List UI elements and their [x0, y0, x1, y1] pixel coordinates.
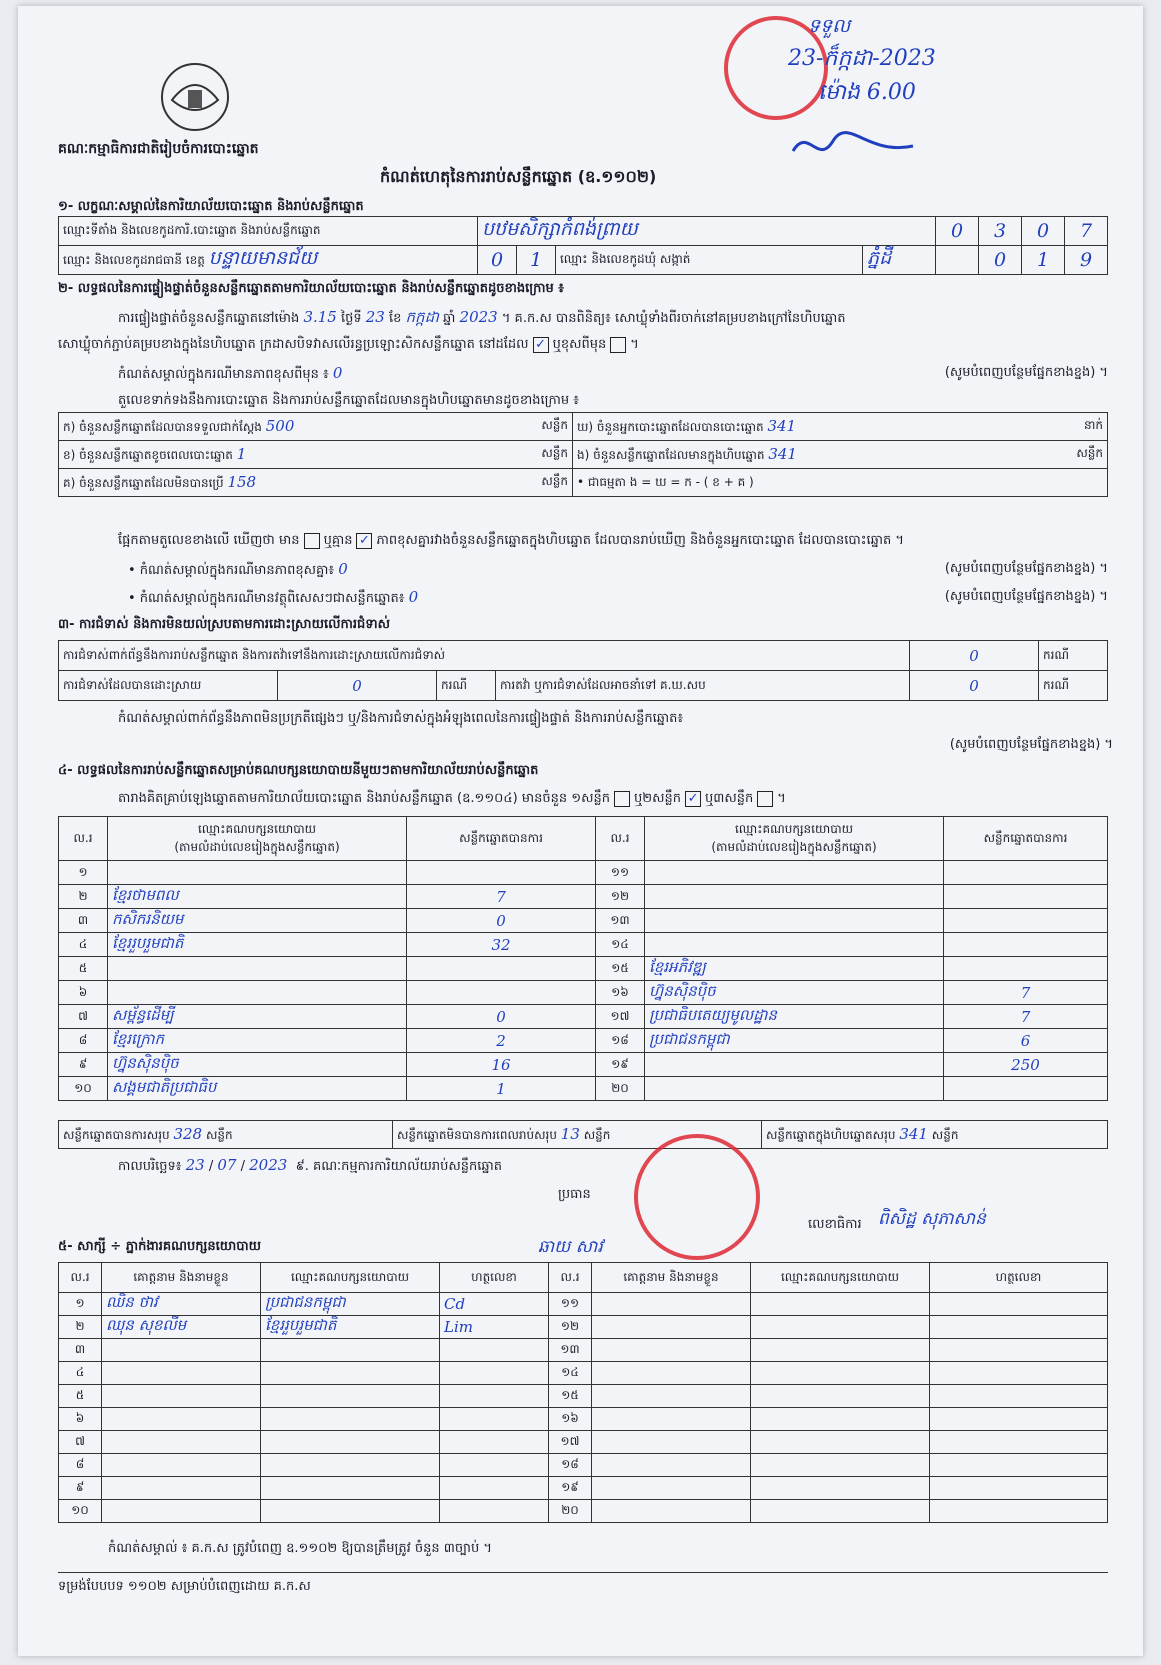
witness-signature [930, 1431, 1108, 1454]
valid-votes: 2 [407, 1029, 596, 1053]
office-code-3: 0 [1022, 217, 1065, 246]
tally-sheet-line: តារាងគិតគ្រាប់ឡេងឆ្នោតតាមការិយាល័យបោះឆ្នោត និងរាប់សន្លឹកឆ្នោត (ឧ.១១០៤) មានចំនួន ១សន្លឹក ឬ២សន្លឹក ✓ ឬ៣សន្លឹក ។ [118, 790, 786, 806]
results-row [59, 1053, 1108, 1077]
irregularity-note: កំណត់សម្គាល់ពាក់ព័ន្ធនឹងភាពមិនប្រក្រតីផ្សេងៗ ឬ/និងការជំទាស់ក្នុងអំឡុងពេលនៃការផ្ទៀងផ្ទាត់ និងការរាប់សន្លឹកឆ្នោត៖ [118, 711, 684, 726]
witness-name [592, 1477, 751, 1500]
party-name [645, 933, 944, 957]
row-number: ១៤ [596, 933, 645, 957]
row-number: ៣ [59, 1339, 102, 1362]
row-number: ១៧ [549, 1431, 592, 1454]
row-number: ៨ [59, 1029, 108, 1053]
date-line: កាលបរិច្ឆេទ៖ 23 / 07 / 2023 ៩. គណៈកម្មការការិយាល័យរាប់សន្លឹកឆ្នោត [118, 1156, 503, 1174]
section3-title: ៣- ការជំទាស់ និងការមិនយល់ស្របតាមការដោះស្រាយលើការជំទាស់ [58, 617, 390, 632]
witness-signature [930, 1339, 1108, 1362]
party-name [108, 957, 407, 981]
witness-signature [930, 1408, 1108, 1431]
results-row [59, 1077, 1108, 1101]
party-name [108, 981, 407, 1005]
witness-party: ខ្មែររួបរួមជាតិ [261, 1316, 440, 1339]
resolved-label: ការជំទាស់ដែលបានដោះស្រាយ [59, 671, 278, 701]
section1-title: ១- លក្ខណៈសម្គាល់នៃការិយាល័យបោះឆ្នោត និងរាប់សន្លឹកឆ្នោត [58, 199, 364, 214]
witness-signature [440, 1408, 549, 1431]
party-name: សង្គមជាតិប្រជាធិប [108, 1077, 407, 1101]
witness-name [102, 1431, 261, 1454]
irregularity-fill-more: (សូមបំពេញបន្ថែមផ្នែកខាងខ្នង) ។ [949, 737, 1113, 752]
row-number: ៤ [59, 933, 108, 957]
valid-votes [407, 981, 596, 1005]
secretary-label: លេខាធិការ [808, 1217, 862, 1232]
section5-title: ៥- សាក្សី ÷ ភ្នាក់ងារគណបក្សនយោបាយ [58, 1239, 261, 1254]
witness-party [751, 1454, 930, 1477]
witness-signature [930, 1316, 1108, 1339]
valid-votes: 6 [944, 1029, 1108, 1053]
document-page [18, 6, 1143, 1656]
row-number: ១៣ [596, 909, 645, 933]
valid-votes: 250 [944, 1053, 1108, 1077]
results-table: ល.រ ឈ្មោះគណបក្សនយោបាយ (តាមលំដាប់លេខរៀងក្នុងសន្លឹកឆ្នោត) សន្លឹកឆ្នោតបានការ ល.រ ឈ្មោះគណបក្សនយោបាយ (តាមលំដាប់លេខរៀងក្នុងសន្លឹកឆ្នោត) សន្លឹកឆ្នោតបានការ ១ ១១ ២ ខ្មែរថាមពល 7 ១២ ៣ កសិករនិយម 0 ១៣ ៤ ខ្មែររួបរួមជាតិ 32 ១៤ ៥ ១៥ ខ្មែរអភិវឌ្ឍ ៦ ១៦ ហ្វ៊ុនស៊ិនប៉ិច 7 ៧ សម្ព័ន្ធដើម្បី 0 ១៧ ប្រជាធិបតេយ្យមូលដ្ឋាន 7 ៨ ខ្មែរក្រោក 2 ១៨ ប្រជាជនកម្ពុជា 6 ៩ ហ្វ៊ុនស៊ិនប៉ិច 16 ១៩ 250 ១០ សង្គមជាតិប្រជាធិប 1 ២០ [58, 816, 1108, 1101]
row-number: ៣ [59, 909, 108, 933]
witness-row [59, 1477, 1108, 1500]
difference-check-line: ផ្អែកតាមតួលេខខាងលើ ឃើញថា មាន ឬគ្មាន ✓ ភាពខុសគ្នារវាងចំនួនសន្លឹកឆ្នោតក្នុងហិបឆ្នោត ដែលបានរាប់ឃើញ និងចំនួនអ្នកបោះឆ្នោត ដែលបានបោះឆ្នោត ។ [118, 532, 904, 548]
party-name [645, 1077, 944, 1101]
valid-votes: 1 [407, 1077, 596, 1101]
witness-party [751, 1500, 930, 1523]
witness-party [751, 1477, 930, 1500]
appeal-value: 0 [910, 671, 1039, 701]
two-sheet-checkbox[interactable]: ✓ [685, 791, 701, 807]
row-number: ៦ [59, 981, 108, 1005]
party-name [645, 1053, 944, 1077]
row-number: ១៣ [549, 1339, 592, 1362]
witness-signature [440, 1431, 549, 1454]
section4-title: ៤- លទ្ធផលនៃការរាប់សន្លឹកឆ្នោតសម្រាប់គណបក្សនយោបាយនីមួយៗតាមការិយាល័យរាប់សន្លឹកឆ្នោត [58, 763, 539, 778]
witness-table: ល.រ គោត្តនាម និងនាមខ្លួន ឈ្មោះគណបក្សនយោបាយ ហត្ថលេខា ល.រ គោត្តនាម និងនាមខ្លួន ឈ្មោះគណបក្សនយោបាយ ហត្ថលេខា ១ ឈិន ថាវ ប្រជាជនកម្ពុជា Cd ១១ ២ ឈុន សុខលីម ខ្មែររួបរួមជាតិ Lim ១២ ៣ ១៣ ៤ ១៤ ៥ ១៥ ៦ ១៦ ៧ ១៧ ៨ ១៨ ៩ ១៩ ១០ ២០ [58, 1262, 1108, 1523]
party-name: ខ្មែររួបរួមជាតិ [108, 933, 407, 957]
party-name: ខ្មែរថាមពល [108, 885, 407, 909]
witness-row [59, 1454, 1108, 1477]
province-label: ឈ្មោះ និងលេខកូដរាជធានី ខេត្ត [63, 253, 205, 267]
complaints-value: 0 [910, 641, 1039, 671]
results-row [59, 1005, 1108, 1029]
row-number: ១១ [549, 1293, 592, 1316]
witness-row [59, 1293, 1108, 1316]
party-name [108, 861, 407, 885]
witness-name [102, 1339, 261, 1362]
witness-signature [930, 1293, 1108, 1316]
witness-name [102, 1362, 261, 1385]
party-name [645, 909, 944, 933]
complaints-label: ការជំទាស់ពាក់ព័ន្ធនឹងការរាប់សន្លឹកឆ្នោត និងការតវ៉ាទៅនឹងការដោះស្រាយលើការជំទាស់ [59, 641, 910, 671]
witness-signature [440, 1385, 549, 1408]
date-month: 07 [217, 1156, 237, 1174]
witness-signature [930, 1477, 1108, 1500]
valid-votes: 7 [944, 1005, 1108, 1029]
row-number: ១៥ [596, 957, 645, 981]
witness-party [261, 1500, 440, 1523]
results-row [59, 981, 1108, 1005]
form-title: កំណត់ហេតុនៃការរាប់សន្លឹកឆ្នោត (ឧ.១១០២) [380, 167, 657, 186]
office-value: បឋមសិក្សាកំពង់ព្រាយ [482, 218, 638, 240]
three-sheet-checkbox[interactable] [757, 791, 773, 807]
office-stamp [634, 1134, 760, 1260]
row-number: ១០ [59, 1077, 108, 1101]
row-number: ៤ [59, 1362, 102, 1385]
witness-row [59, 1431, 1108, 1454]
witness-name [102, 1477, 261, 1500]
witness-party [261, 1362, 440, 1385]
province-value: បន្ទាយមានជ័យ [208, 247, 318, 269]
party-name: សម្ព័ន្ធដើម្បី [108, 1005, 407, 1029]
witness-name [592, 1408, 751, 1431]
witness-row [59, 1339, 1108, 1362]
row-number: ២០ [549, 1500, 592, 1523]
valid-votes [944, 1077, 1108, 1101]
row-number: ៩ [59, 1053, 108, 1077]
witness-party: ប្រជាជនកម្ពុជា [261, 1293, 440, 1316]
row-number: ១២ [596, 885, 645, 909]
verification-year: 2023 [459, 308, 498, 326]
witness-party [751, 1408, 930, 1431]
invalid-total: 13 [560, 1124, 580, 1143]
commune-label: ឈ្មោះ និងលេខកូដឃុំ សង្កាត់ [556, 246, 863, 275]
row-number: ៦ [59, 1408, 102, 1431]
witness-signature [440, 1362, 549, 1385]
figures-intro: តួលេខទាក់ទងនឹងការបោះឆ្នោត និងការរាប់សន្លឹកឆ្នោតដែលមានក្នុងហិបឆ្នោតមានដូចខាងក្រោម ៖ [118, 393, 579, 408]
stamp-date: 23-ក៏ក្កដា-2023 [788, 46, 936, 71]
row-number: ១៨ [549, 1454, 592, 1477]
witness-row [59, 1408, 1108, 1431]
province-code-1: 0 [478, 246, 517, 275]
date-year: 2023 [249, 1156, 288, 1174]
row-number: ១ [59, 1293, 102, 1316]
row-number: ១៥ [549, 1385, 592, 1408]
row-number: ៨ [59, 1454, 102, 1477]
witness-party [751, 1431, 930, 1454]
stamp-signature [788, 126, 918, 166]
row-number: ១៩ [549, 1477, 592, 1500]
party-name [645, 861, 944, 885]
verification-day: 23 [365, 308, 385, 326]
row-number: ២០ [596, 1077, 645, 1101]
results-row [59, 933, 1108, 957]
changed-checkbox[interactable] [610, 337, 626, 353]
witness-name [592, 1431, 751, 1454]
office-code-1: 0 [936, 217, 979, 246]
stamp-received-note: ទទួល [808, 15, 851, 37]
difference-note-line: • កំណត់សម្គាល់ក្នុងករណីមានភាពខុសគ្នា៖ 0 (សូមបំពេញបន្ថែមផ្នែកខាងខ្នង) ។ [128, 560, 1108, 578]
party-name: ហ្វ៊ុនស៊ិនប៉ិច [108, 1053, 407, 1077]
valid-votes [944, 957, 1108, 981]
valid-votes: 7 [407, 885, 596, 909]
witness-name [592, 1293, 751, 1316]
office-label: ឈ្មោះទីតាំង និងលេខកូដការិ.បោះឆ្នោត និងរាប់សន្លឹកឆ្នោត [59, 217, 478, 246]
witness-party [261, 1431, 440, 1454]
verification-time: 3.15 [303, 308, 337, 326]
party-name: ខ្មែរអភិវឌ្ឍ [645, 957, 944, 981]
party-name: ខ្មែរក្រោក [108, 1029, 407, 1053]
witness-row [59, 1362, 1108, 1385]
witness-party [751, 1293, 930, 1316]
difference-note-value: 0 [338, 560, 348, 578]
valid-votes: 0 [407, 909, 596, 933]
witness-name [102, 1408, 261, 1431]
valid-votes [944, 885, 1108, 909]
valid-votes: 32 [407, 933, 596, 957]
row-number: ១៨ [596, 1029, 645, 1053]
witness-party [751, 1339, 930, 1362]
verification-month: កក្កដា [405, 308, 439, 326]
row-number: ៩ [59, 1477, 102, 1500]
unchanged-checkbox[interactable]: ✓ [533, 337, 549, 353]
commune-code-1: 0 [979, 246, 1022, 275]
witness-name [592, 1500, 751, 1523]
witness-signature: Cd [440, 1293, 549, 1316]
witness-party [261, 1477, 440, 1500]
witness-signature [930, 1500, 1108, 1523]
row-number: ១ [59, 861, 108, 885]
witness-party [261, 1454, 440, 1477]
resolved-value: 0 [278, 671, 437, 701]
row-number: ១៦ [596, 981, 645, 1005]
formula-note: • ជាធម្មតា ង = ឃ = ក - ( ខ + គ ) [573, 469, 1108, 497]
witness-name [592, 1362, 751, 1385]
witness-name [592, 1385, 751, 1408]
witness-party [751, 1316, 930, 1339]
valid-votes [944, 933, 1108, 957]
date-day: 23 [185, 1156, 205, 1174]
footer-divider [58, 1572, 1108, 1573]
nec-emblem-icon [158, 60, 232, 134]
seal-note-line: កំណត់សម្គាល់ក្នុងករណីមានភាពខុសពីមុន ៖ 0 (សូមបំពេញបន្ថែមផ្នែកខាងខ្នង) ។ [118, 364, 1108, 382]
witness-signature: Lim [440, 1316, 549, 1339]
row-number: ២ [59, 885, 108, 909]
stamp-time: ម៉ោង 6.00 [818, 80, 916, 105]
row-number: ១១ [596, 861, 645, 885]
row-number: ៥ [59, 957, 108, 981]
seal-note-value: 0 [332, 364, 343, 382]
ballots-spoiled: 1 [236, 444, 247, 463]
witness-signature [930, 1454, 1108, 1477]
complaints-table: ការជំទាស់ពាក់ព័ន្ធនឹងការរាប់សន្លឹកឆ្នោត និងការតវ៉ាទៅនឹងការដោះស្រាយលើការជំទាស់ 0 ករណី ការជំទាស់ដែលបានដោះស្រាយ 0 ករណី ការតវ៉ា ឬការជំទាស់ដែលអាចនាំទៅ គ.ឃ.សប 0 ករណី [58, 640, 1108, 701]
no-difference-checkbox[interactable]: ✓ [356, 533, 372, 549]
valid-total: 328 [173, 1124, 203, 1143]
one-sheet-checkbox[interactable] [614, 791, 630, 807]
row-number: ៧ [59, 1005, 108, 1029]
commune-code-3: 9 [1065, 246, 1108, 275]
valid-votes: 16 [407, 1053, 596, 1077]
witness-party [261, 1408, 440, 1431]
office-code-2: 3 [979, 217, 1022, 246]
appeal-label: ការតវ៉ា ឬការជំទាស់ដែលអាចនាំទៅ គ.ឃ.សប [496, 671, 910, 701]
row-number: ១៧ [596, 1005, 645, 1029]
party-name: ប្រជាធិបតេយ្យមូលដ្ឋាន [645, 1005, 944, 1029]
row-number: ៥ [59, 1385, 102, 1408]
witness-signature [930, 1362, 1108, 1385]
row-number: ១៤ [549, 1362, 592, 1385]
witness-signature [930, 1385, 1108, 1408]
committee-name: គណៈកម្មាធិការជាតិរៀបចំការបោះឆ្នោត [58, 141, 259, 157]
row-number: ១៦ [549, 1408, 592, 1431]
row-number: ១០ [59, 1500, 102, 1523]
results-row [59, 909, 1108, 933]
verification-line-1: ការផ្ទៀងផ្ទាត់ចំនួនសន្លឹកឆ្នោតនៅម៉ោង 3.15 ថ្ងៃទី 23 ខែ កក្កដា ឆ្នាំ 2023 ។ គ.ក.ស បានពិនិត្យ៖ សោឃ្លុំទាំងពីរចាក់នៅគម្របខាងក្រៅនៃហិបឆ្នោត [118, 308, 846, 326]
witness-name: ឈុន សុខលីម [102, 1316, 261, 1339]
valid-votes: 7 [944, 981, 1108, 1005]
witness-name [592, 1454, 751, 1477]
party-name: កសិករនិយម [108, 909, 407, 933]
witness-row [59, 1500, 1108, 1523]
has-difference-checkbox[interactable] [304, 533, 320, 549]
office-code-4: 7 [1065, 217, 1108, 246]
witness-signature [440, 1339, 549, 1362]
section2-title: ២- លទ្ធផលនៃការផ្ទៀងផ្ទាត់ចំនួនសន្លឹកឆ្នោតតាមការិយាល័យបោះឆ្នោត និងរាប់សន្លឹកឆ្នោតដូចខាងក្រោម ៖ [58, 281, 564, 296]
chair-name: ឆាយ សាវ [538, 1237, 603, 1257]
row-number: ៧ [59, 1431, 102, 1454]
ballots-unused: 158 [227, 472, 257, 491]
special-items-value: 0 [408, 588, 419, 606]
results-row [59, 1029, 1108, 1053]
party-name: ហ្វ៊ុនស៊ិនប៉ិច [645, 981, 944, 1005]
commune-code-2: 1 [1022, 246, 1065, 275]
party-name [645, 885, 944, 909]
box-total: 341 [899, 1124, 928, 1143]
province-code-2: 1 [517, 246, 556, 275]
witness-name: ឈិន ថាវ [102, 1293, 261, 1316]
commune-value: ភ្នំដី [867, 247, 892, 269]
valid-votes [407, 861, 596, 885]
valid-votes [407, 957, 596, 981]
witness-name [102, 1385, 261, 1408]
results-row [59, 861, 1108, 885]
chair-label: ប្រធាន [558, 1187, 591, 1202]
valid-votes [944, 909, 1108, 933]
figures-table: ក) ចំនួនសន្លឹកឆ្នោតដែលបានទទួលជាក់ស្តែង 500 សន្លឹក ឃ) ចំនួនអ្នកបោះឆ្នោតដែលបានបោះឆ្នោត 341 នាក់ ខ) ចំនួនសន្លឹកឆ្នោតខូចពេលបោះឆ្នោត 1 សន្លឹក ង) ចំនួនសន្លឹកឆ្នោតដែលមានក្នុងហិបឆ្នោត 341 សន្លឹក គ) ចំនួនសន្លឹកឆ្នោតដែលមិនបានប្រើ 158 សន្លឹក • ជាធម្មតា ង = ឃ = ក - ( ខ + គ ) [58, 412, 1108, 497]
witness-party [751, 1362, 930, 1385]
witness-name [102, 1500, 261, 1523]
verification-line-2: សោឃ្លុំចាក់ភ្ជាប់គម្របខាងក្នុងនៃហិបឆ្នោត ក្រដាសបិទវាសលើរន្ធប្រឡោះសិកសន្លឹកឆ្នោត នៅដដែល ✓ ឬខុសពីមុន ។ [58, 336, 639, 352]
section1-table [58, 216, 1108, 275]
witness-name [592, 1339, 751, 1362]
row-number: ១៩ [596, 1053, 645, 1077]
witness-name [102, 1454, 261, 1477]
special-items-line: • កំណត់សម្គាល់ក្នុងករណីមានវត្ថុពិសេសៗជាសន្លឹកឆ្នោត៖ 0 (សូមបំពេញបន្ថែមផ្នែកខាងខ្នង) ។ [128, 588, 1108, 606]
witness-party [261, 1339, 440, 1362]
results-row [59, 885, 1108, 909]
ballots-received: 500 [265, 416, 295, 435]
witness-signature [440, 1500, 549, 1523]
witness-signature [440, 1454, 549, 1477]
row-number: ១២ [549, 1316, 592, 1339]
voters-voted: 341 [767, 416, 797, 435]
ballots-in-box: 341 [768, 444, 797, 463]
secretary-name: ពិសិដ្ឋ សុភាសាន់ [878, 1209, 986, 1229]
valid-votes: 0 [407, 1005, 596, 1029]
valid-votes [944, 861, 1108, 885]
witness-name [592, 1316, 751, 1339]
witness-row [59, 1385, 1108, 1408]
row-number: ២ [59, 1316, 102, 1339]
results-totals: សន្លឹកឆ្នោតបានការសរុប 328 សន្លឹក សន្លឹកឆ្នោតមិនបានការពេលរាប់សរុប 13 សន្លឹក សន្លឹកឆ្នោតក្នុងហិបឆ្នោតសរុប 341 សន្លឹក [58, 1120, 1108, 1149]
witness-party [261, 1385, 440, 1408]
witness-signature [440, 1477, 549, 1500]
party-name: ប្រជាជនកម្ពុជា [645, 1029, 944, 1053]
witness-row [59, 1316, 1108, 1339]
results-row [59, 957, 1108, 981]
form-note: ទម្រង់បែបបទ ១១០២ សម្រាប់បំពេញដោយ គ.ក.ស [58, 1579, 311, 1594]
footnote: កំណត់សម្គាល់ ៖ គ.ក.ស ត្រូវបំពេញ ឧ.១១០២ ឱ្យបានត្រឹមត្រូវ ចំនួន ៣ច្បាប់ ។ [108, 1541, 492, 1556]
witness-party [751, 1385, 930, 1408]
